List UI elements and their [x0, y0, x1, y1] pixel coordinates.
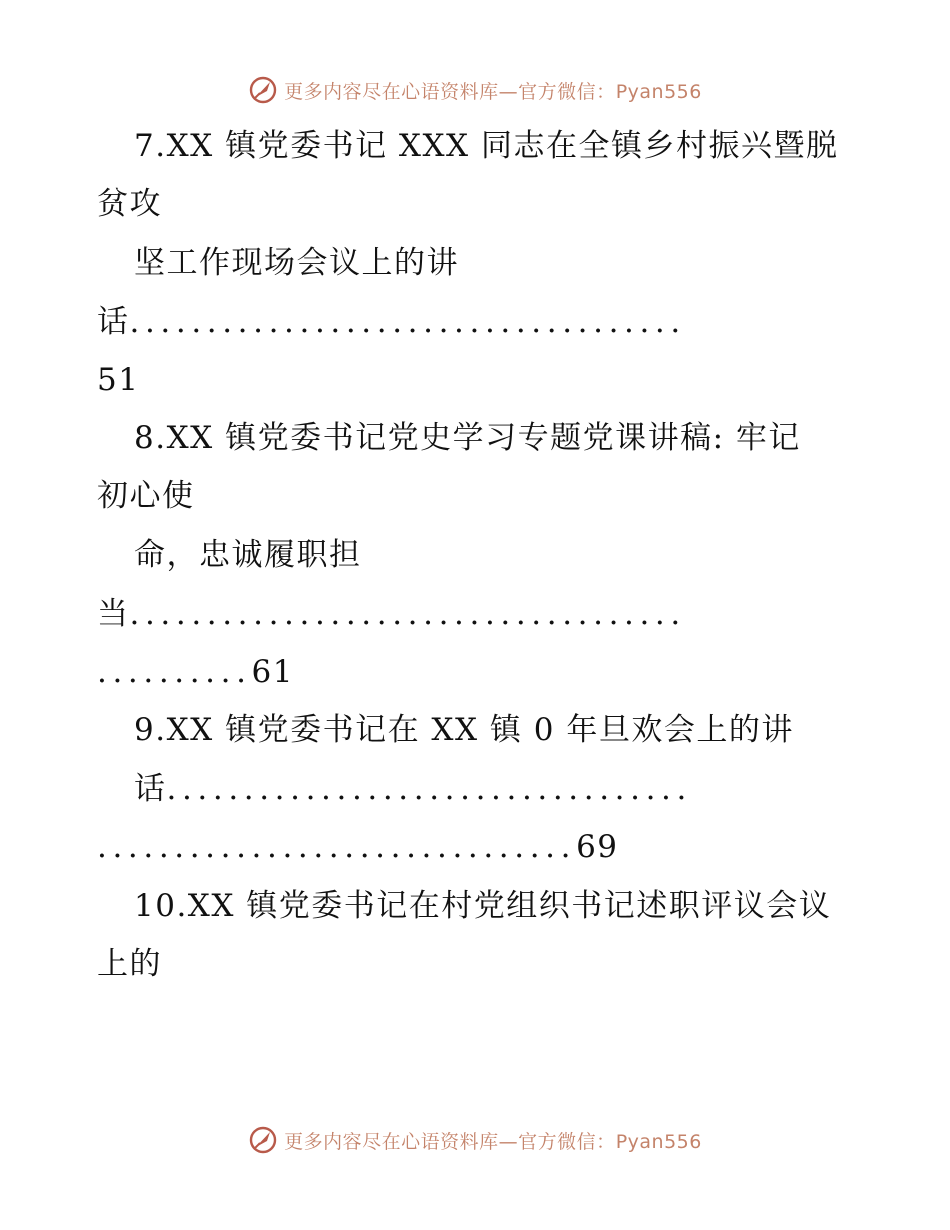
watermark-wechat-label: 官方微信：	[518, 1130, 616, 1153]
toc-entry-8-title-tail: 当	[97, 596, 130, 632]
toc-entry-7-title-tail: 话	[97, 304, 130, 340]
watermark-dash: —	[498, 80, 519, 103]
watermark-banner-bottom	[0, 1120, 950, 1160]
toc-entry-9-dot-leader: ..................................	[166, 771, 692, 807]
watermark-text	[284, 1127, 702, 1154]
toc-entry-7-dot-leader: ....................................	[129, 304, 686, 340]
toc-entry-8-page-number: 61	[251, 654, 294, 690]
toc-entry-7-title-line1: 7.XX 镇党委书记 XXX 同志在全镇乡村振兴暨脱	[134, 128, 839, 164]
watermark-wechat-label: 官方微信：	[518, 80, 616, 103]
toc-entry-8-title-line2: 初心使	[97, 478, 195, 514]
toc-entry-8-dot-leader: ....................................	[129, 596, 686, 632]
watermark-banner-top	[0, 70, 950, 110]
watermark-wechat-id: Pyan556	[615, 80, 702, 103]
watermark-text	[284, 77, 702, 104]
toc-entry-9-dot-leader-2: ...............................	[97, 829, 577, 865]
toc-entry-10-title-line1: 10.XX 镇党委书记在村党组织书记述职评议会议	[134, 888, 832, 924]
watermark-main-text: 更多内容尽在心语资料库	[284, 80, 499, 103]
toc-entry-8-leader-line	[97, 594, 686, 634]
toc-entry-8-title-line3: 命，忠诚履职担	[134, 537, 362, 573]
toc-entry-7-leader-line	[97, 302, 686, 342]
toc-entry-8-dot-leader-2: ..........	[97, 654, 252, 690]
quill-pen-circle-icon	[248, 75, 278, 105]
toc-entry-8-title-line1: 8.XX 镇党委书记党史学习专题党课讲稿: 牢记	[134, 420, 801, 456]
toc-entry-10-title-line2: 上的	[97, 946, 162, 982]
toc-entry-9-page-number: 69	[576, 829, 619, 865]
toc-entry-8-page-line	[97, 652, 294, 692]
watermark-main-text: 更多内容尽在心语资料库	[284, 1130, 499, 1153]
quill-pen-circle-icon	[248, 1125, 278, 1155]
toc-entry-7-title-line3: 坚工作现场会议上的讲	[134, 245, 459, 281]
watermark-dash: —	[498, 1130, 519, 1153]
toc-entry-7-title-line2: 贫攻	[97, 186, 162, 222]
toc-entry-9-leader-line	[134, 769, 692, 809]
toc-entry-9-title-line1: 9.XX 镇党委书记在 XX 镇 0 年旦欢会上的讲	[134, 712, 794, 748]
toc-entry-9-title-tail: 话	[134, 771, 167, 807]
watermark-wechat-id: Pyan556	[615, 1130, 702, 1153]
toc-entry-7-page-number: 51	[97, 362, 140, 398]
toc-entry-9-page-line	[97, 827, 619, 867]
